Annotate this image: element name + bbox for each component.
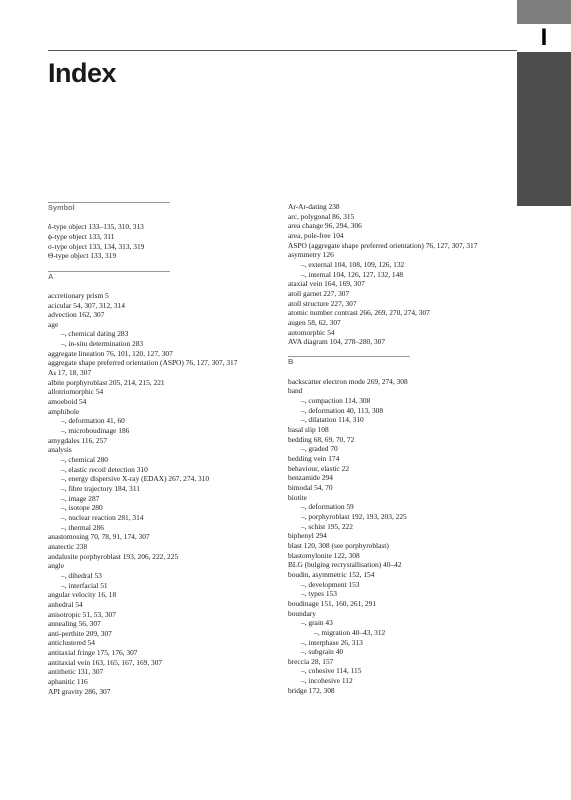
index-entry: anti-perthite 209, 307 bbox=[48, 628, 112, 638]
index-subentry: –, migration 40–43, 312 bbox=[314, 627, 386, 637]
index-entry: backscatter electron mode 269, 274, 308 bbox=[288, 376, 408, 386]
index-column-left bbox=[48, 202, 288, 696]
index-column-right bbox=[288, 202, 528, 695]
index-subentry: –, fibre trajectory 184, 311 bbox=[61, 483, 140, 493]
index-entry: aggregate shape preferred orientation (ASPO) 76, 127, 307, 317 bbox=[48, 358, 238, 368]
index-entry: biotite bbox=[288, 492, 307, 502]
index-entry: anhedral 54 bbox=[48, 599, 83, 609]
index-entry: blast 120, 308 (see porphyroblast) bbox=[288, 540, 389, 550]
index-entry: ASPO (aggregate shape preferred orientation) 76, 127, 307, 317 bbox=[288, 240, 478, 250]
index-entry: boundary bbox=[288, 608, 316, 618]
index-subentry: –, compaction 114, 308 bbox=[301, 396, 371, 406]
index-entry: BLG (bulging recrystallisation) 40–42 bbox=[288, 560, 402, 570]
index-subentry: –, incohesive 112 bbox=[301, 676, 353, 686]
index-subentry: –, in-situ determination 283 bbox=[61, 339, 144, 349]
index-entry: acicular 54, 307, 312, 314 bbox=[48, 300, 125, 310]
index-entry: aphanitic 116 bbox=[48, 677, 88, 687]
section-heading: A bbox=[48, 271, 54, 281]
index-entry: behaviour, elastic 22 bbox=[288, 463, 350, 473]
index-entry: band bbox=[288, 386, 303, 396]
index-subentry: –, schist 195, 222 bbox=[301, 521, 353, 531]
index-entry: atoll garnet 227, 307 bbox=[288, 288, 350, 298]
index-entry: angular velocity 16, 18 bbox=[48, 590, 117, 600]
index-subentry: –, graded 70 bbox=[301, 444, 338, 454]
index-entry: bridge 172, 308 bbox=[288, 685, 335, 695]
index-subentry: –, dilatation 114, 310 bbox=[301, 415, 364, 425]
index-subentry: –, chemical 280 bbox=[61, 455, 108, 465]
index-entry: annealing 56, 307 bbox=[48, 619, 101, 629]
spacer bbox=[288, 367, 528, 377]
index-subentry: –, deformation 59 bbox=[301, 502, 354, 512]
index-entry: accretionary prism 5 bbox=[48, 290, 109, 300]
index-entry: antitaxial vein 163, 165, 167, 169, 307 bbox=[48, 657, 163, 667]
index-entry: andalusite porphyroblast 193, 206, 222, 225 bbox=[48, 551, 179, 561]
index-entry: anastomosing 70, 78, 91, 174, 307 bbox=[48, 532, 150, 542]
index-entry: API gravity 286, 307 bbox=[48, 686, 111, 696]
index-entry: antitaxial fringe 175, 176, 307 bbox=[48, 648, 138, 658]
index-subentry: –, image 287 bbox=[61, 493, 100, 503]
index-entry: area, pole-free 104 bbox=[288, 230, 344, 240]
index-subentry: –, microboudinage 186 bbox=[61, 426, 130, 436]
index-subentry: –, nuclear reaction 281, 314 bbox=[61, 512, 144, 522]
spacer bbox=[48, 281, 288, 291]
section-heading: B bbox=[288, 357, 294, 367]
index-subentry: –, elastic recoil detection 310 bbox=[61, 464, 148, 474]
index-entry: anticlustered 54 bbox=[48, 638, 95, 648]
index-entry: aggregate lineation 76, 101, 120, 127, 307 bbox=[48, 348, 173, 358]
index-entry: ataxial vein 164, 169, 307 bbox=[288, 279, 365, 289]
index-entry: bimodal 54, 70 bbox=[288, 483, 333, 492]
index-entry: σ-type object 133, 134, 313, 319 bbox=[48, 241, 145, 251]
index-subentry: –, deformation 41, 60 bbox=[61, 416, 125, 426]
index-subentry: –, chemical dating 283 bbox=[61, 329, 129, 339]
index-subentry: –, porphyroblast 192, 193, 203, 225 bbox=[301, 511, 407, 521]
index-entry: bedding 68, 69, 70, 72 bbox=[288, 434, 355, 444]
index-entry: advection 162, 307 bbox=[48, 310, 105, 320]
chapter-tab-letter: I bbox=[517, 24, 571, 52]
index-entry: area change 96, 294, 306 bbox=[288, 221, 362, 231]
index-entry: atomic number contrast 266, 269, 270, 274, 307 bbox=[288, 308, 430, 318]
index-subentry: –, energy dispersive X-ray (EDAX) 267, 274, 310 bbox=[61, 474, 210, 484]
index-subentry: –, isotope 280 bbox=[61, 503, 103, 513]
index-entry: Aₖ 17, 18, 307 bbox=[48, 368, 92, 378]
index-subentry: –, dihedral 53 bbox=[61, 570, 102, 580]
spacer bbox=[48, 261, 288, 271]
index-entry: albite porphyroblast 205, 214, 215, 221 bbox=[48, 377, 165, 387]
chapter-tab-top bbox=[517, 0, 571, 26]
index-subentry: –, interphase 26, 313 bbox=[301, 637, 363, 647]
page-title: Index bbox=[48, 58, 117, 88]
index-entry: allotriomorphic 54 bbox=[48, 387, 104, 397]
index-entry: boudinage 151, 160, 261, 291 bbox=[288, 598, 377, 608]
index-subentry: –, subgrain 40 bbox=[301, 647, 344, 657]
spacer bbox=[48, 213, 288, 223]
index-entry: biphenyl 294 bbox=[288, 531, 327, 541]
index-entry: automorphic 54 bbox=[288, 327, 335, 337]
index-entry: benzamide 294 bbox=[288, 473, 333, 483]
index-entry: anisotropic 51, 53, 307 bbox=[48, 609, 116, 619]
index-entry: amphibole bbox=[48, 406, 80, 416]
header-rule bbox=[48, 50, 517, 51]
index-subentry: –, development 153 bbox=[301, 579, 360, 589]
index-entry: arc, polygonal 86, 315 bbox=[288, 211, 355, 221]
index-entry: analysis bbox=[48, 445, 72, 455]
index-subentry: –, grain 43 bbox=[301, 618, 333, 628]
index-subentry: –, thermal 286 bbox=[61, 522, 104, 532]
index-entry: asymmetry 126 bbox=[288, 250, 334, 260]
index-entry: basal slip 108 bbox=[288, 425, 329, 435]
index-subentry: –, interfacial 51 bbox=[61, 580, 108, 590]
index-entry: age bbox=[48, 319, 59, 329]
index-entry: antithetic 131, 307 bbox=[48, 667, 104, 677]
index-entry: bedding vein 174 bbox=[288, 454, 340, 464]
index-entry: AVA diagram 104, 278–280, 307 bbox=[288, 337, 386, 347]
index-entry: augen 58, 62, 307 bbox=[288, 317, 341, 327]
index-entry: anatectic 238 bbox=[48, 541, 88, 551]
index-entry: δ-type object 133–135, 310, 313 bbox=[48, 222, 144, 232]
chapter-tab bbox=[517, 0, 571, 206]
index-entry: angle bbox=[48, 561, 65, 571]
index-subentry: –, types 153 bbox=[301, 589, 337, 599]
index-entry: Θ-type object 133, 319 bbox=[48, 251, 117, 261]
index-entry: amoeboid 54 bbox=[48, 397, 87, 407]
index-entry: atoll structure 227, 307 bbox=[288, 298, 357, 308]
index-entry: breccia 28, 157 bbox=[288, 656, 334, 666]
index-entry: blastomylonite 122, 308 bbox=[288, 550, 360, 560]
section-heading: Symbol bbox=[48, 203, 75, 212]
index-subentry: –, deformation 40, 113, 308 bbox=[301, 405, 384, 415]
index-entry: Ar-Ar-dating 238 bbox=[288, 202, 340, 211]
index-entry: ϕ-type object 133, 311 bbox=[48, 231, 115, 241]
index-subentry: –, cohesive 114, 115 bbox=[301, 666, 362, 676]
index-entry: boudin, asymmetric 152, 154 bbox=[288, 569, 375, 579]
index-entry: amygdales 116, 257 bbox=[48, 435, 108, 445]
index-subentry: –, internal 104, 126, 127, 132, 148 bbox=[301, 269, 404, 279]
index-subentry: –, external 104, 108, 109, 126, 132 bbox=[301, 259, 405, 269]
spacer bbox=[288, 347, 528, 357]
